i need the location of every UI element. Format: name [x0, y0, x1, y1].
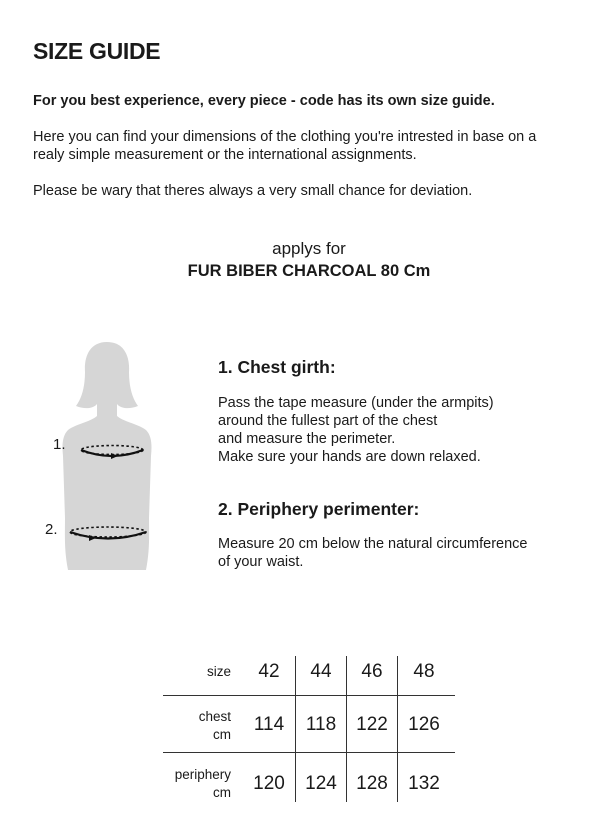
row-label-text: chest [198, 709, 231, 724]
row-label-text: periphery [174, 767, 231, 782]
table-cell: 44 [310, 661, 332, 682]
chest-description [218, 394, 494, 466]
applies-label: applys for [272, 239, 346, 258]
intro-lead: For you best experience, every piece - code has its own size guide. [33, 93, 495, 109]
periphery-marker: 2. [45, 521, 58, 538]
periphery-description-line: Measure 20 cm below the natural circumference [218, 536, 528, 552]
page-title: SIZE GUIDE [33, 38, 161, 64]
table-cell: 128 [356, 773, 388, 794]
row-label-unit: cm [213, 785, 231, 800]
product-name: FUR BIBER CHARCOAL 80 Cm [187, 262, 431, 280]
size-table [163, 656, 455, 806]
table-cell: 122 [356, 714, 388, 735]
row-label-chest [199, 708, 231, 744]
row-label-text: size [206, 664, 231, 679]
chest-description-line: Make sure your hands are down relaxed. [218, 449, 481, 465]
table-cell: 42 [258, 661, 280, 682]
periphery-description-line: of your waist. [218, 554, 304, 570]
chest-description-line: around the fullest part of the chest [218, 413, 438, 429]
chest-description-line: Pass the tape measure (under the armpits) [218, 395, 494, 411]
table-cell: 118 [305, 714, 337, 735]
periphery-description [218, 535, 527, 571]
table-cell: 124 [305, 773, 337, 794]
table-divider [163, 695, 455, 696]
table-cell: 120 [253, 773, 285, 794]
row-label-unit: cm [213, 727, 231, 742]
intro-paragraph-line-2: realy simple measurement or the international assignments. [33, 147, 417, 163]
body-silhouette-illustration [42, 338, 172, 578]
row-label-periphery [175, 766, 231, 802]
row-label-size [207, 663, 231, 681]
chest-description-line: and measure the perimeter. [218, 431, 396, 447]
deviation-note: Please be wary that theres always a very small chance for deviation. [33, 183, 473, 199]
periphery-heading: 2. Periphery perimenter: [218, 499, 420, 519]
chest-heading: 1. Chest girth: [218, 357, 336, 377]
table-cell: 132 [408, 773, 440, 794]
intro-paragraph [33, 128, 573, 164]
table-divider [163, 752, 455, 753]
table-cell: 46 [361, 661, 383, 682]
table-cell: 126 [408, 714, 440, 735]
intro-paragraph-line-1: Here you can find your dimensions of the clothing you're intrested in base on a [33, 129, 537, 145]
table-cell: 48 [413, 661, 435, 682]
table-cell: 114 [253, 714, 285, 735]
chest-marker: 1. [53, 436, 66, 453]
